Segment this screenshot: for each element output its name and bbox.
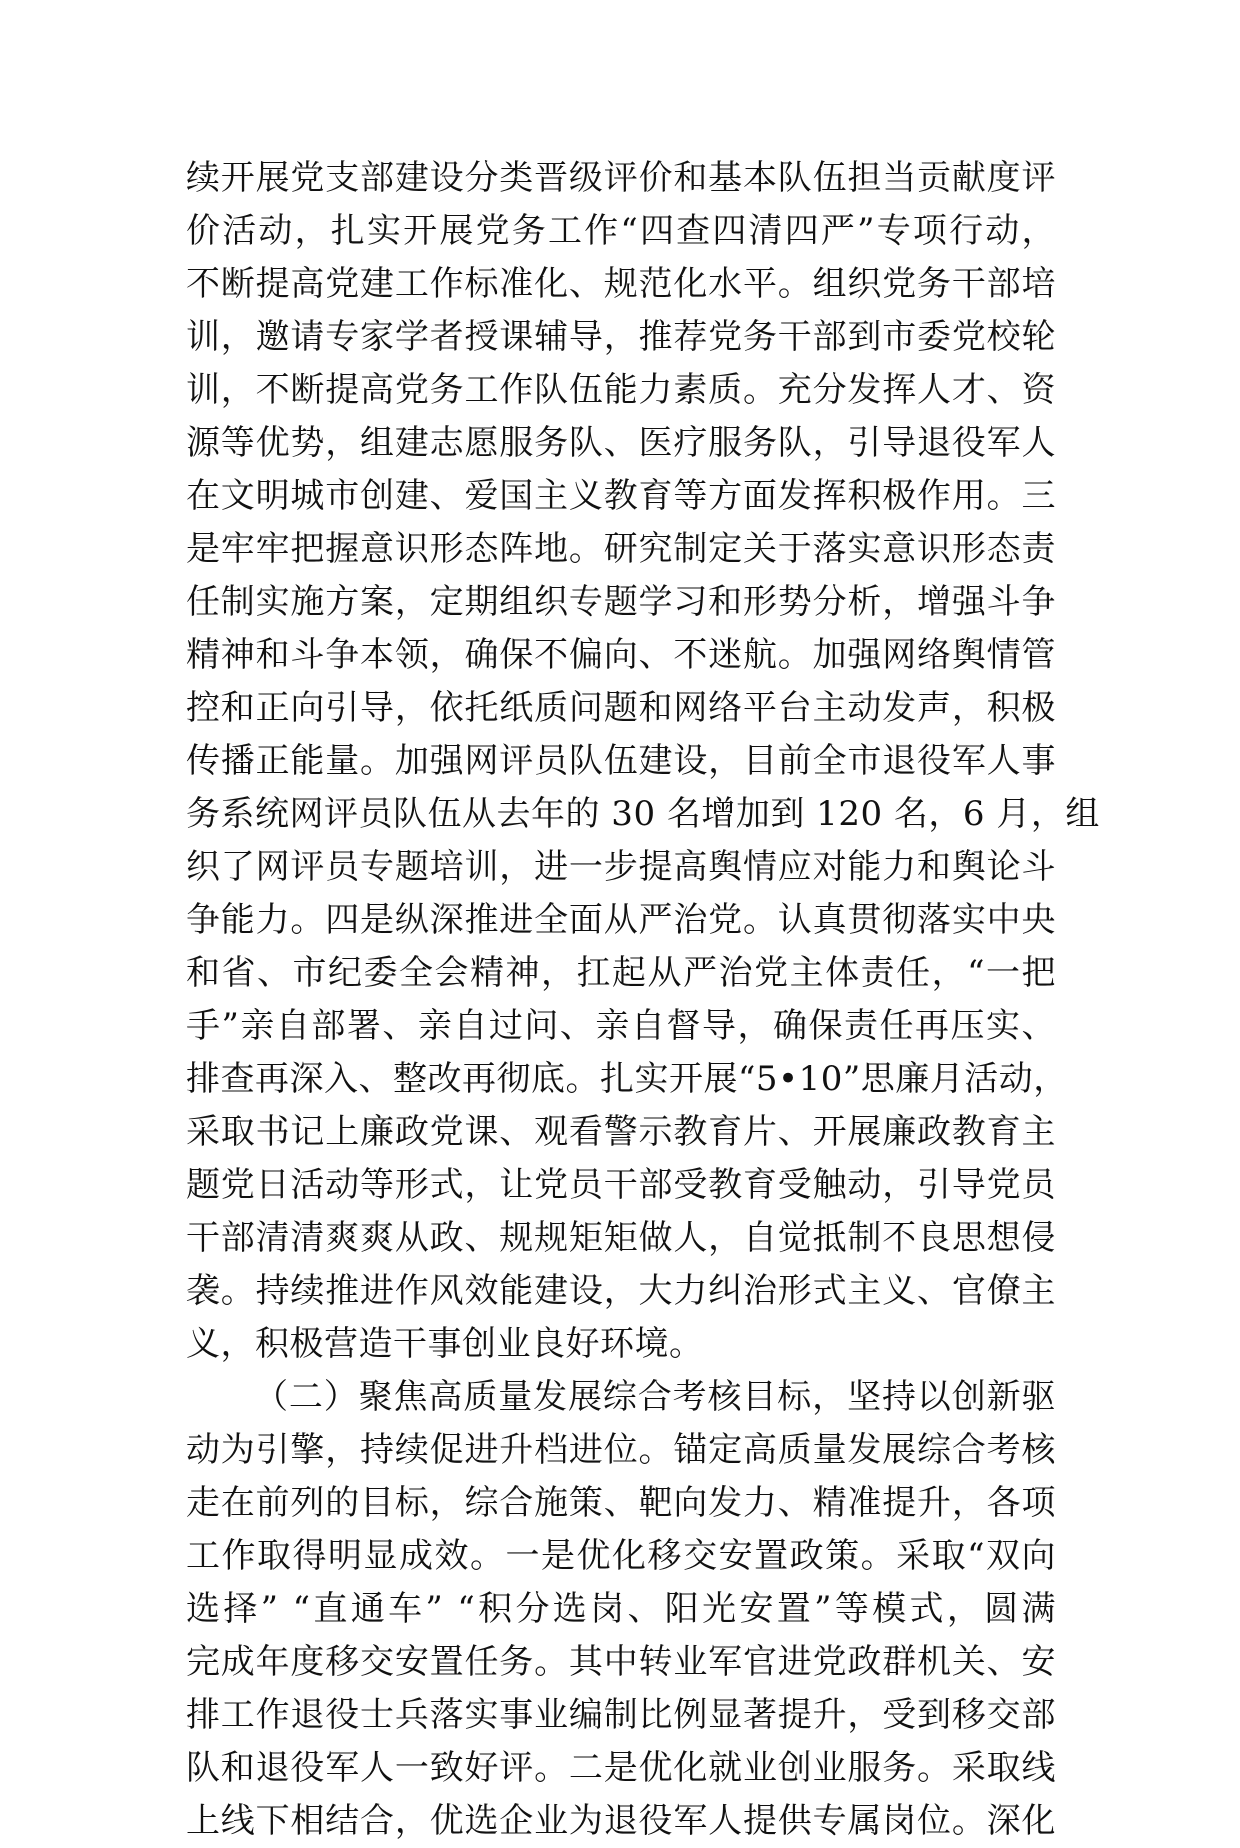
text-line: 干部清清爽爽从政、规规矩矩做人，自觉抵制不良思想侵 (186, 1218, 1056, 1258)
text-line: 排查再深入、整改再彻底。扎实开展“5•10”思廉月活动， (186, 1059, 1068, 1099)
text-line: 队和退役军人一致好评。二是优化就业创业服务。采取线 (186, 1748, 1056, 1788)
text-line: 源等优势，组建志愿服务队、医疗服务队，引导退役军人 (186, 423, 1056, 463)
text-line: 排工作退役士兵落实事业编制比例显著提升，受到移交部 (186, 1695, 1056, 1735)
text-line: 题党日活动等形式，让党员干部受教育受触动，引导党员 (186, 1165, 1056, 1205)
text-line: 完成年度移交安置任务。其中转业军官进党政群机关、安 (186, 1642, 1056, 1682)
text-line: 续开展党支部建设分类晋级评价和基本队伍担当贡献度评 (186, 158, 1056, 198)
text-line: 训，不断提高党务工作队伍能力素质。充分发挥人才、资 (186, 370, 1056, 410)
text-line: 采取书记上廉政党课、观看警示教育片、开展廉政教育主 (186, 1112, 1056, 1152)
text-line: 传播正能量。加强网评员队伍建设，目前全市退役军人事 (186, 741, 1056, 781)
text-line: 和省、市纪委全会精神，扛起从严治党主体责任，“一把 (186, 953, 1056, 993)
body-text (186, 152, 1100, 1848)
text-line: 袭。持续推进作风效能建设，大力纠治形式主义、官僚主 (186, 1271, 1056, 1311)
text-line: 争能力。四是纵深推进全面从严治党。认真贯彻落实中央 (186, 900, 1056, 940)
text-line: 走在前列的目标，综合施策、靶向发力、精准提升，各项 (186, 1483, 1056, 1523)
text-line: 任制实施方案，定期组织专题学习和形势分析，增强斗争 (186, 582, 1056, 622)
text-line: 织了网评员专题培训，进一步提高舆情应对能力和舆论斗 (186, 847, 1056, 887)
section-heading-line: （二）聚焦高质量发展综合考核目标，坚持以创新驱 (254, 1377, 1056, 1417)
text-line: 训，邀请专家学者授课辅导，推荐党务干部到市委党校轮 (186, 317, 1056, 357)
text-line: 工作取得明显成效。一是优化移交安置政策。采取“双向 (186, 1536, 1056, 1576)
text-line: 是牢牢把握意识形态阵地。研究制定关于落实意识形态责 (186, 529, 1056, 569)
text-line: 精神和斗争本领，确保不偏向、不迷航。加强网络舆情管 (186, 635, 1056, 675)
text-line: 动为引擎，持续促进升档进位。锚定高质量发展综合考核 (186, 1430, 1056, 1470)
text-line: 不断提高党建工作标准化、规范化水平。组织党务干部培 (186, 264, 1056, 304)
text-line: 务系统网评员队伍从去年的 30 名增加到 120 名，6 月，组 (186, 794, 1100, 834)
text-line: 手”亲自部署、亲自过问、亲自督导，确保责任再压实、 (186, 1006, 1056, 1046)
text-line: 选择” “直通车” “积分选岗、阳光安置”等模式，圆满 (186, 1589, 1056, 1629)
text-line: 价活动，扎实开展党务工作“四查四清四严”专项行动， (186, 211, 1056, 251)
paragraph-end-line: 义，积极营造干事创业良好环境。 (186, 1324, 704, 1364)
text-line: 上线下相结合，优选企业为退役军人提供专属岗位。深化 (186, 1801, 1056, 1841)
text-line: 控和正向引导，依托纸质问题和网络平台主动发声，积极 (186, 688, 1056, 728)
text-line: 在文明城市创建、爱国主义教育等方面发挥积极作用。三 (186, 476, 1056, 516)
